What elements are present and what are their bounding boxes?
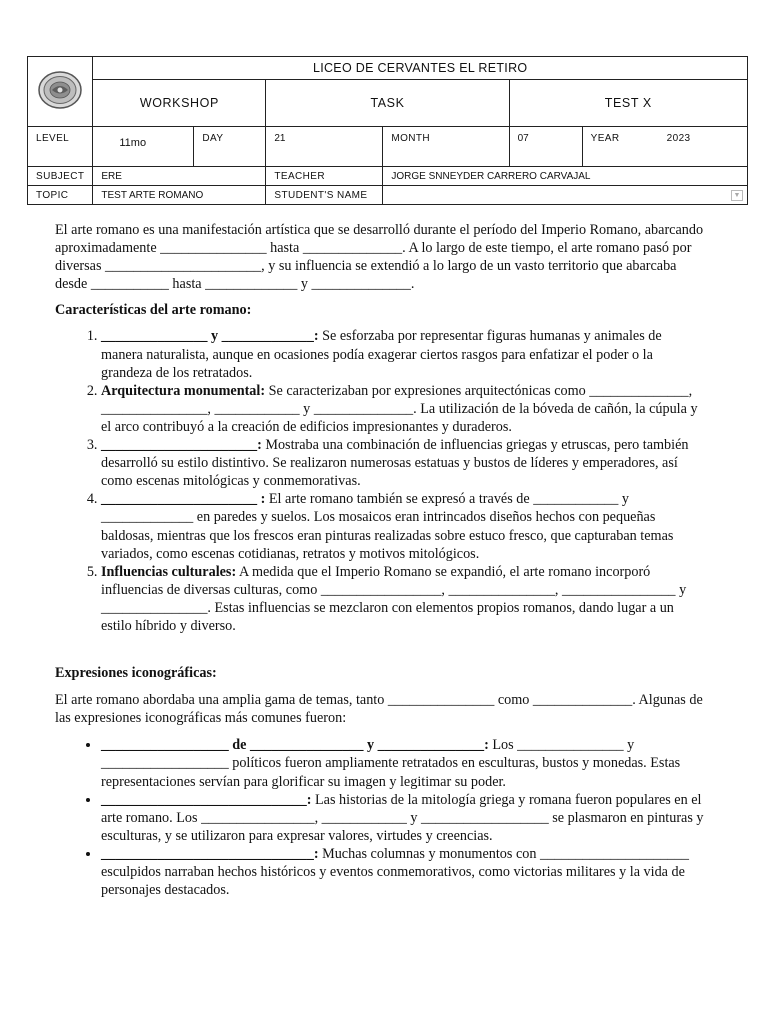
list-item [101,736,705,790]
header-table [27,56,748,205]
topic-value: TEST ARTE ROMANO [93,186,266,205]
item-text: Muchas columnas y monumentos con _____________________ esculpidos narraban hechos históricos y eventos conmemorativos, como victorias militares y la vida de personajes destacados. [101,845,689,899]
section2-intro: El arte romano abordaba una amplia gama de temas, tanto _______________ como ______________. Algunas de las expresiones iconográficas más comunes fueron: [55,692,703,727]
item-head: _____________________________: [101,791,312,808]
item-text: A medida que el Imperio Romano se expandió, el arte romano incorporó influencias de diversas culturas, como _________________, _______________, ________________ y _______________. Estas influencias se mezclaron con elementos propios romanos, dando lugar a un estilo híbrido y diverso. [101,563,687,634]
item-text: El arte romano también se expresó a través de ____________ y _____________ en paredes y suelos. Los mosaicos eran intrincados diseños hechos con pequeñas baldosas, mientras que los frescos eran pinturas realizadas sobre estuco fresco, que capturaban temas variados, como escenas cotidianas, retratos y motivos mitológicos. [101,491,674,562]
workshop-label: WORKSHOP [93,80,266,127]
item-head: __________________ de ________________ y _______________: [101,737,489,754]
subject-label: SUBJECT [28,167,93,186]
characteristics-list [55,327,705,635]
item-text: Se caracterizaban por expresiones arquitectónicas como ______________, _______________, ____________ y ______________. La utilización de la bóveda de cañón, la cúpula y el arco contribuyó a la creación de edificios impresionantes y duraderos. [101,382,698,435]
year-label-text: YEAR [590,133,620,144]
student-name-label: STUDENT'S NAME [266,186,383,205]
topic-label: TOPIC [28,186,93,205]
level-label: LEVEL [28,127,93,167]
teacher-label: TEACHER [266,167,383,186]
section2-title: Expresiones iconográficas: [55,665,217,682]
month-value: 07 [509,127,582,167]
item-head: ______________________: [101,437,262,454]
subject-value: ERE [93,167,266,186]
item-text: Los _______________ y __________________ políticos fueron ampliamente retratados en esculturas, bustos y monedas. Estas representaciones servían para glorificar su imagen y legitimar su poder. [101,737,681,790]
list-item [101,382,705,436]
section1-title: Características del arte romano: [55,302,252,319]
item-text: Las historias de la mitología griega y romana fueron populares en el arte romano. Los ________________, ____________ y __________________ se plasmaron en pinturas y esculturas, y se utilizaron para expresar valores, virtudes y creencias. [101,791,704,844]
iconography-list [55,736,705,899]
teacher-value: JORGE SNNEYDER CARRERO CARVAJAL [383,167,748,186]
task-label: TASK [266,80,509,127]
dropdown-arrow-icon[interactable]: ▼ [731,190,743,201]
month-label: MONTH [383,127,509,167]
day-value: 21 [266,127,383,167]
day-label: DAY [194,127,266,167]
item-head: Arquitectura monumental: [101,382,266,399]
list-item [101,327,705,381]
item-head: ______________________________: [101,845,319,862]
level-value: 11mo [93,127,194,167]
list-item [101,490,705,562]
item-head: Influencias culturales: [101,563,237,580]
year-label [582,127,747,167]
intro-paragraph: El arte romano es una manifestación artística que se desarrolló durante el período del Imperio Romano, abarcando aproximadamente _______________ hasta ______________. A lo largo de este tiempo, el arte romano pasó por diversas ______________________, y su influencia se extendió a lo largo de un vasto territorio que abarcaba desde ___________ hasta _____________ y ______________. [55,222,704,293]
list-item [101,436,705,490]
item-text: Se esforzaba por representar figuras humanas y animales de manera naturalista, aunque en ocasiones podía exagerar ciertos rasgos para enfatizar el poder o la grandeza de los retratados. [101,328,662,381]
school-logo [28,57,93,127]
list-item [101,791,705,845]
worksheet-body [55,221,705,899]
item-head: ______________________ : [101,491,266,508]
list-item [101,563,705,635]
seal-icon [37,70,83,110]
item-text: Mostraba una combinación de influencias griegas y etruscas, pero también desarrolló su estilo distintivo. Se realizaron numerosas estatuas y bustos de líderes y emperadores, así como escenas mitológicas y conmemorativas. [101,437,689,490]
test-label: TEST X [509,80,747,127]
student-name-field[interactable] [383,186,748,205]
school-name: LICEO DE CERVANTES EL RETIRO [93,57,748,80]
item-head: _______________ y _____________: [101,328,319,345]
year-value: 2023 [666,133,691,144]
list-item [101,845,705,899]
